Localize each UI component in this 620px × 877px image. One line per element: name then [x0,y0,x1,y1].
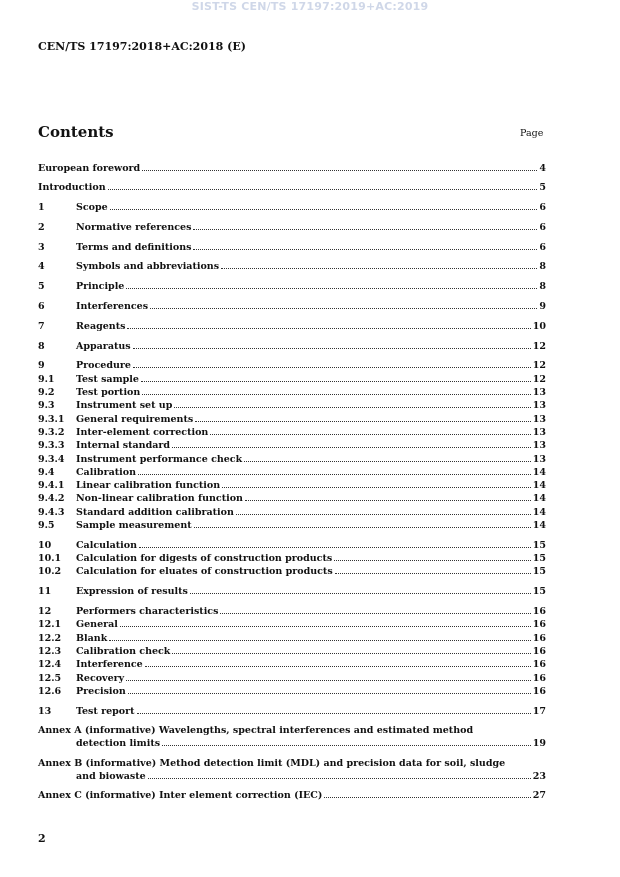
toc-entry-number: 12.5 [38,672,62,684]
toc-entry-number: 1 [38,202,45,214]
dot-leader [174,407,530,408]
toc-entry[interactable] [38,374,546,387]
toc-entry-line [38,182,546,193]
dot-leader [137,713,531,714]
toc-entry-line [76,387,546,398]
dot-leader [108,189,538,190]
annex-page: 27 [532,790,546,802]
toc-entry-line [76,321,546,332]
toc-entry[interactable] [38,480,546,493]
dot-leader [195,421,531,422]
toc-entry-title: Reagents [76,320,126,332]
dot-leader [148,778,531,779]
dot-leader [222,487,531,488]
toc-entry-title: Linear calibration function [76,480,221,492]
toc-entry-number: 9.3.1 [38,413,65,425]
toc-entry-page: 16 [532,632,546,644]
toc-entry-title: Procedure [76,360,131,372]
toc-entry[interactable] [38,467,546,480]
toc-entry-line [76,222,546,233]
toc-entry-number: 8 [38,340,45,352]
annex-title: Annex C (informative) Inter element correction (IEC) [38,790,323,802]
toc-entry[interactable] [38,566,546,579]
toc-entry-page: 5 [539,182,546,194]
annex-entry[interactable] [38,758,546,784]
annex-entry-line [76,738,546,749]
dot-leader [126,288,537,289]
toc-entry-page: 14 [532,506,546,518]
toc-entry-line [76,374,546,385]
toc-entry-number: 9 [38,360,45,372]
toc-entry[interactable] [38,321,546,334]
toc-entry-line [76,242,546,253]
toc-entry-number: 7 [38,320,45,332]
toc-entry-page: 15 [532,553,546,565]
dot-leader [162,745,531,746]
toc-entry-number: 10.1 [38,553,62,565]
dot-leader [133,367,531,368]
toc-entry-line [76,586,546,597]
toc-entry-line [76,454,546,465]
toc-entry-page: 13 [532,387,546,399]
contents-heading: Contents [38,123,114,141]
dot-leader [127,328,530,329]
toc-entry[interactable] [38,606,546,619]
toc-entry-number: 10 [38,539,52,551]
toc-entry[interactable] [38,520,546,533]
toc-entry[interactable] [38,182,546,195]
toc-entry-page: 14 [532,493,546,505]
dot-leader [133,348,531,349]
toc-entry-line [76,261,546,272]
toc-entry-page: 14 [532,466,546,478]
toc-entry[interactable] [38,242,546,255]
toc-entry-page: 14 [532,480,546,492]
dot-leader [190,593,531,594]
toc-entry-line [76,673,546,684]
toc-entry[interactable] [38,261,546,274]
toc-entry[interactable] [38,706,546,719]
annex-title-continued: and biowaste [76,770,146,782]
toc-entry[interactable] [38,440,546,453]
toc-entry-title: Calculation for eluates of construction products [76,566,333,578]
toc-entry[interactable] [38,163,546,176]
annex-entry[interactable] [38,725,546,751]
toc-entry-number: 5 [38,281,45,293]
dot-leader [221,268,537,269]
toc-entry-number: 3 [38,241,45,253]
toc-entry-page: 13 [532,440,546,452]
toc-entry-title: Expression of results [76,586,188,598]
toc-entry[interactable] [38,619,546,632]
toc-entry-line [38,163,546,174]
toc-entry[interactable] [38,341,546,354]
toc-entry[interactable] [38,686,546,699]
toc-entry-title: Calculation for digests of construction products [76,553,333,565]
annex-entry[interactable] [38,790,546,803]
toc-entry[interactable] [38,507,546,520]
toc-entry-page: 13 [532,426,546,438]
dot-leader [142,394,530,395]
dot-leader [335,573,531,574]
toc-entry-line [76,281,546,292]
toc-entry-title: General [76,619,118,631]
dot-leader [334,560,531,561]
toc-entry-title: European foreword [38,162,141,174]
toc-entry-number: 9.3 [38,400,55,412]
toc-entry-number: 2 [38,221,45,233]
toc-entry-line [76,619,546,630]
page-number: 2 [38,832,46,845]
annex-entry-line [76,771,546,782]
toc-entry-page: 12 [532,340,546,352]
toc-entry-title: Principle [76,281,125,293]
toc-entry-page: 12 [532,373,546,385]
toc-entry-title: Apparatus [76,340,131,352]
toc-entry[interactable] [38,553,546,566]
toc-entry[interactable] [38,493,546,506]
toc-entry-page: 6 [539,221,546,233]
page-column-label: Page [520,128,544,139]
toc-entry-line [76,467,546,478]
annex-title-continued: detection limits [76,738,161,750]
toc-entry-title: Recovery [76,672,125,684]
toc-entry[interactable] [38,633,546,646]
toc-entry-line [76,646,546,657]
toc-entry-title: Introduction [38,182,106,194]
toc-entry-title: Performers characteristics [76,606,219,618]
toc-entry-title: Non-linear calibration function [76,493,243,505]
toc-entry-title: Terms and definitions [76,241,192,253]
dot-leader [220,613,530,614]
toc-entry-page: 4 [539,162,546,174]
toc-entry[interactable] [38,673,546,686]
toc-entry-page: 17 [532,705,546,717]
toc-entry-number: 9.3.3 [38,440,65,452]
toc-entry[interactable] [38,202,546,215]
toc-entry-number: 12.2 [38,632,62,644]
toc-entry-page: 9 [539,301,546,313]
toc-entry-line [76,360,546,371]
toc-entry-page: 16 [532,645,546,657]
toc-entry-line [76,606,546,617]
toc-entry-title: Test report [76,705,135,717]
toc-entry-page: 6 [539,241,546,253]
toc-entry-number: 11 [38,586,52,598]
toc-entry[interactable] [38,281,546,294]
toc-entry-title: Precision [76,685,126,697]
toc-entry[interactable] [38,387,546,400]
toc-entry-line [76,427,546,438]
toc-entry[interactable] [38,222,546,235]
toc-entry-number: 9.3.4 [38,453,65,465]
toc-entry-line [76,400,546,411]
toc-entry-number: 10.2 [38,566,62,578]
annex-title: Annex B (informative) Method detection limit (MDL) and precision data for soil, sludge [38,757,506,769]
toc-entry-number: 12.3 [38,645,62,657]
toc-entry[interactable] [38,454,546,467]
toc-entry-page: 8 [539,281,546,293]
annex-entry-line [38,790,546,801]
toc-entry-title: Test sample [76,373,139,385]
toc-entry-number: 12.6 [38,685,62,697]
toc-entry-page: 10 [532,320,546,332]
dot-leader [145,666,531,667]
toc-entry-title: Internal standard [76,440,171,452]
toc-entry-title: Test portion [76,387,141,399]
toc-entry-page: 13 [532,400,546,412]
toc-entry-number: 9.3.2 [38,426,65,438]
toc-entry-page: 13 [532,453,546,465]
toc-entry-page: 16 [532,619,546,631]
dot-leader [120,626,531,627]
dot-leader [244,461,531,462]
toc-entry-line [76,520,546,531]
toc-entry[interactable] [38,540,546,553]
annex-title: Annex A (informative) Wavelengths, spectral interferences and estimated method [38,725,474,737]
toc-entry-number: 9.4.1 [38,480,65,492]
toc-entry-number: 9.4.3 [38,506,65,518]
toc-entry-page: 14 [532,520,546,532]
toc-entry-page: 16 [532,606,546,618]
dot-leader [142,170,537,171]
toc-entry-title: Symbols and abbreviations [76,261,220,273]
dot-leader [324,797,530,798]
toc-entry-title: Instrument set up [76,400,173,412]
toc-entry-title: Calibration check [76,645,171,657]
toc-entry-line [76,202,546,213]
toc-entry-number: 9.5 [38,520,55,532]
toc-entry-page: 15 [532,566,546,578]
toc-entry-title: Blank [76,632,108,644]
toc-entry-title: Scope [76,202,108,214]
toc-entry-title: Calibration [76,466,136,478]
toc-entry-number: 6 [38,301,45,313]
toc-entry-number: 9.4 [38,466,55,478]
toc-entry-page: 16 [532,685,546,697]
document-id: CEN/TS 17197:2018+AC:2018 (E) [38,40,246,53]
toc-entry-line [76,341,546,352]
dot-leader [210,434,530,435]
toc-entry-page: 16 [532,659,546,671]
toc-entry[interactable] [38,400,546,413]
toc-entry-number: 4 [38,261,45,273]
toc-entry-title: Standard addition calibration [76,506,234,518]
toc-entry-page: 15 [532,586,546,598]
toc-entry[interactable] [38,427,546,440]
toc-entry-line [76,686,546,697]
toc-entry-line [76,659,546,670]
toc-entry[interactable] [38,646,546,659]
dot-leader [236,514,531,515]
toc-entry-line [76,553,546,564]
toc-entry-line [76,566,546,577]
annex-page: 23 [532,770,546,782]
toc-entry-page: 15 [532,539,546,551]
toc-entry-title: Interference [76,659,143,671]
dot-leader [126,680,531,681]
toc-entry-title: General requirements [76,413,194,425]
dot-leader [193,249,537,250]
toc-entry-title: Normative references [76,221,192,233]
dot-leader [138,474,531,475]
toc-entry-number: 12.4 [38,659,62,671]
dot-leader [194,527,531,528]
dot-leader [172,447,531,448]
toc-entry-title: Interferences [76,301,149,313]
toc-entry-line [76,414,546,425]
toc-entry[interactable] [38,659,546,672]
dot-leader [193,229,537,230]
toc-entry-title: Sample measurement [76,520,192,532]
toc-entry-title: Inter-element correction [76,426,209,438]
dot-leader [172,653,530,654]
toc-entry-page: 8 [539,261,546,273]
toc-entry-number: 9.1 [38,373,55,385]
toc-entry[interactable] [38,301,546,314]
toc-entry-line [76,706,546,717]
dot-leader [110,209,538,210]
dot-leader [109,640,530,641]
table-of-contents [38,156,546,804]
dot-leader [150,308,537,309]
toc-entry-page: 13 [532,413,546,425]
toc-entry-line [76,633,546,644]
dot-leader [139,547,531,548]
toc-entry-number: 12 [38,606,52,618]
toc-entry-line [76,540,546,551]
toc-entry-page: 16 [532,672,546,684]
toc-entry-page: 6 [539,202,546,214]
toc-entry-number: 13 [38,705,52,717]
annex-page: 19 [532,738,546,750]
toc-entry-line [76,440,546,451]
toc-entry-line [76,480,546,491]
toc-entry[interactable] [38,586,546,599]
toc-entry-title: Instrument performance check [76,453,243,465]
toc-entry-number: 9.2 [38,387,55,399]
toc-entry-line [76,507,546,518]
dot-leader [128,693,531,694]
toc-entry[interactable] [38,414,546,427]
toc-entry-line [76,493,546,504]
dot-leader [141,381,531,382]
dot-leader [245,500,531,501]
watermark: SIST-TS CEN/TS 17197:2019+AC:2019 [191,0,429,13]
toc-entry-number: 12.1 [38,619,62,631]
toc-entry-title: Calculation [76,539,138,551]
toc-entry-line [76,301,546,312]
toc-entry-page: 12 [532,360,546,372]
toc-entry[interactable] [38,360,546,373]
toc-entry-number: 9.4.2 [38,493,65,505]
